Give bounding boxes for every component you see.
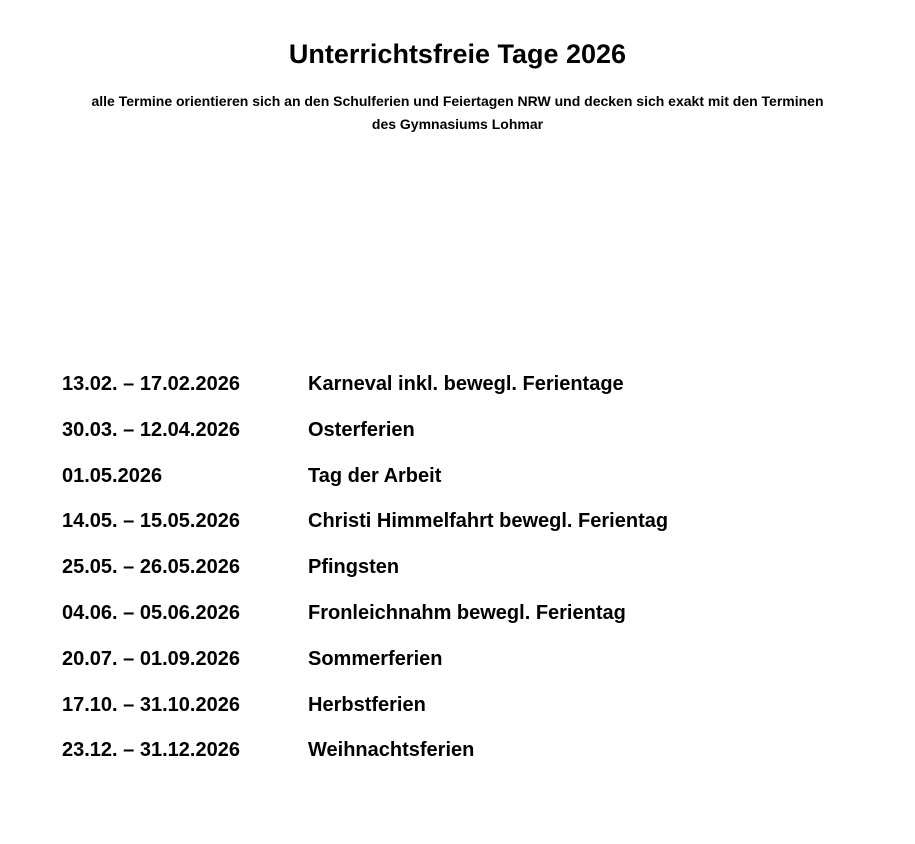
schedule-date: 20.07. – 01.09.2026	[62, 647, 240, 670]
schedule-date: 25.05. – 26.05.2026	[62, 556, 240, 579]
schedule-row	[62, 552, 862, 598]
schedule-date: 17.10. – 31.10.2026	[62, 693, 240, 716]
schedule-row	[62, 644, 862, 690]
schedule-row	[62, 690, 862, 736]
schedule-label: Sommerferien	[308, 647, 443, 670]
schedule-date: 01.05.2026	[62, 464, 163, 487]
schedule-date: 04.06. – 05.06.2026	[62, 601, 240, 624]
page-title: Unterrichtsfreie Tage 2026	[288, 39, 627, 69]
schedule-date: 14.05. – 15.05.2026	[62, 510, 240, 533]
schedule-label: Karneval inkl. bewegl. Ferientage	[308, 373, 624, 395]
schedule-label: Christi Himmelfahrt bewegl. Ferientag	[308, 510, 669, 533]
schedule-date: 13.02. – 17.02.2026	[62, 373, 240, 395]
page-subtitle: alle Termine orientieren sich an den Schulferien und Feiertagen NRW und decken sich exakt mit den Terminen des Gymnasiums Lohmar	[91, 93, 824, 132]
schedule-row	[62, 598, 862, 644]
schedule-row	[62, 735, 862, 781]
schedule-row	[62, 506, 862, 552]
schedule-label: Herbstferien	[308, 693, 426, 716]
schedule-row	[62, 415, 862, 461]
schedule-date: 30.03. – 12.04.2026	[62, 418, 240, 441]
schedule-label: Osterferien	[308, 418, 415, 441]
schedule-label: Pfingsten	[308, 556, 400, 579]
schedule-label: Fronleichnahm bewegl. Ferientag	[308, 601, 626, 624]
schedule-row	[62, 461, 862, 507]
schedule-label: Tag der Arbeit	[308, 464, 442, 487]
schedule-row	[62, 369, 862, 415]
holiday-schedule	[62, 369, 862, 781]
schedule-date: 23.12. – 31.12.2026	[62, 739, 240, 762]
schedule-label: Weihnachtsferien	[308, 739, 475, 762]
